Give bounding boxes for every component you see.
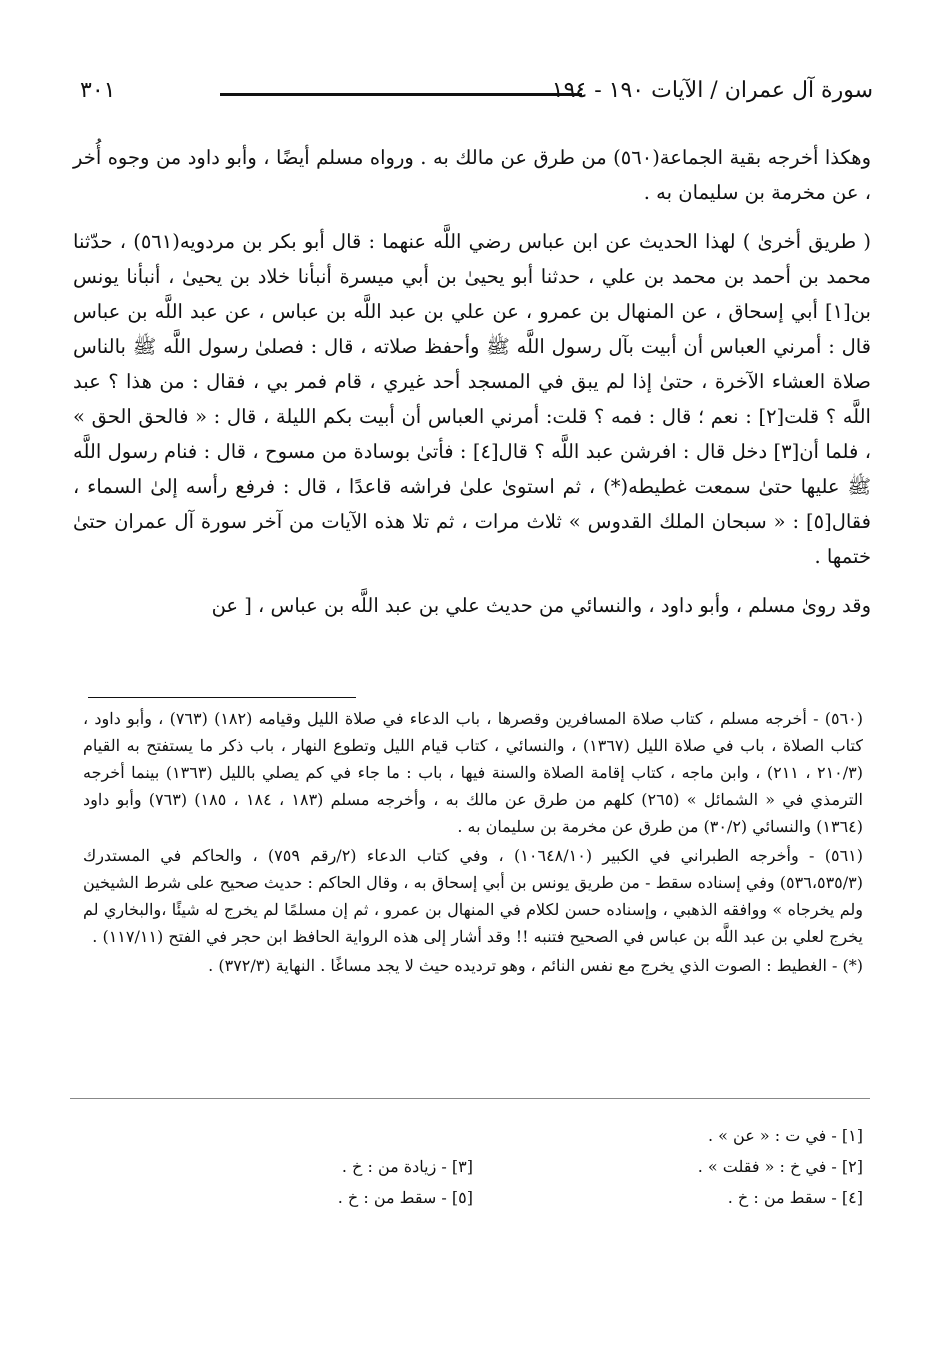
critical-apparatus (83, 1120, 863, 1213)
critical-row (83, 1120, 863, 1151)
critical-note-3: [٣] - زيادة من : خ . (341, 1157, 473, 1176)
footnote-560: (٥٦٠) - أخرجه مسلم ، كتاب صلاة المسافرين وقصرها ، باب الدعاء في صلاة الليل وقيامه (١٨٢) (٧٦٣) ، وأبو داود ، كتاب الصلاة ، باب في صلاة الليل (١٣٦٧) ، والنسائي ، كتاب قيام الليل وتطوع النهار ، باب ذكر ما يستفتح به القيام (٢١٠/٣ ، ٢١١) ، وابن ماجه ، كتاب إقامة الصلاة والسنة فيها ، باب : ما جاء في كم يصلي بالليل (١٣٦٣) بينما أخرجه الترمذي في « الشمائل » (٢٦٥) كلهم من طرق عن مالك به ، وأخرجه مسلم (١٨٣ ، ١٨٤ ، ١٨٥) (٧٦٣) وأبو داود (١٣٦٤) والنسائي (٣٠/٢) من طرق عن مخرمة بن سليمان به . (83, 709, 864, 836)
surah-title: سورة آل عمران / الآيات ١٩٠ - ١٩٤ (551, 78, 873, 103)
paragraph-2: ( طريق أخرىٰ ) لهذا الحديث عن ابن عباس رضي اللَّه عنهما : قال أبو بكر بن مردويه(٥٦١) ، حدّثنا محمد بن أحمد بن محمد بن علي ، حدثنا أبو يحيىٰ بن أبي ميسرة أنبأنا خلاد بن يحيىٰ ، أنبأنا يونس بن[١] أبي إسحاق ، عن المنهال بن عمرو ، عن علي بن عبد اللَّه بن عباس ، عن عبد اللَّه بن عباس قال : أمرني العباس أن أبيت بآل رسول اللَّه ﷺ وأحفظ صلاته ، قال : فصلىٰ رسول اللَّه ﷺ بالناس صلاة العشاء الآخرة ، حتىٰ إذا لم يبق في المسجد أحد غيري ، قام فمر بي ، فقال : من هذا ؟ عبد اللَّه ؟ قلت[٢] : نعم ؛ قال : فمه ؟ قلت: أمرني العباس أن أبيت بكم الليلة ، قال : « فالحق الحق » ، فلما أن[٣] دخل قال : افرشن عبد اللَّه ؟ قال[٤] : فأتىٰ بوسادة من مسوح ، قال : فنام رسول اللَّه ﷺ عليها حتىٰ سمعت غطيطه(*) ، ثم استوىٰ علىٰ فراشه قاعدًا ، قال : فرفع رأسه إلىٰ السماء ، فقال[٥] : « سبحان الملك القدوس » ثلاث مرات ، ثم تلا هذه الآيات من آخر سورة آل عمران حتىٰ ختمها . (73, 230, 872, 568)
critical-note-2: [٢] - في خ : « فقلت » . (697, 1157, 863, 1176)
footnote-separator (88, 697, 356, 698)
footnotes (83, 705, 863, 981)
paragraph-1: وهكذا أخرجه بقية الجماعة(٥٦٠) من طرق عن مالك به . ورواه مسلم أيضًا ، وأبو داود من وجوه أُخر ، عن مخرمة بن سليمان به . (73, 146, 871, 204)
footnote-asterisk: (*) - الغطيط : الصوت الذي يخرج مع نفس النائم ، وهو ترديده حيث لا يجد مساغًا . النهاية (٣٧٢/٣) . (208, 956, 863, 975)
critical-notes-separator (70, 1098, 870, 1099)
main-text (73, 140, 871, 637)
critical-note-4: [٤] - سقط من : خ . (727, 1188, 863, 1207)
page-number: ٣٠١ (80, 78, 116, 103)
critical-row (83, 1182, 863, 1213)
footnote-561: (٥٦١) - وأخرجه الطبراني في الكبير (١٠٦٤٨/١٠) ، وفي كتاب الدعاء (٢/رقم ٧٥٩) ، والحاكم في المستدرك (٥٣٦،٥٣٥/٣) وفي إسناده سقط - من طريق يونس بن أبي إسحاق به ، وقال الحاكم : حديث صحيح على شرط الشيخين ولم يخرجاه » ووافقه الذهبي ، وإسناده حسن لكلام في المنهال بن عمرو ، ثم إن مسلمًا لم يخرج له شيئًا ،والبخاري لم يخرج لعلي بن عبد اللَّه بن عباس في الصحيح فتنبه !! وقد أشار إلى هذه الرواية الحافظ ابن حجر في الفتح (١١٧/١١) . (83, 846, 864, 946)
critical-note-5: [٥] - سقط من : خ . (337, 1188, 473, 1207)
paragraph-3: وقد روىٰ مسلم ، وأبو داود ، والنسائي من حديث علي بن عبد اللَّه بن عباس ، [ عن (211, 594, 871, 617)
critical-note-1: [١] - في ت : « عن » . (707, 1126, 863, 1145)
header-rule (220, 93, 582, 96)
running-header (70, 78, 873, 112)
critical-row (83, 1151, 863, 1182)
